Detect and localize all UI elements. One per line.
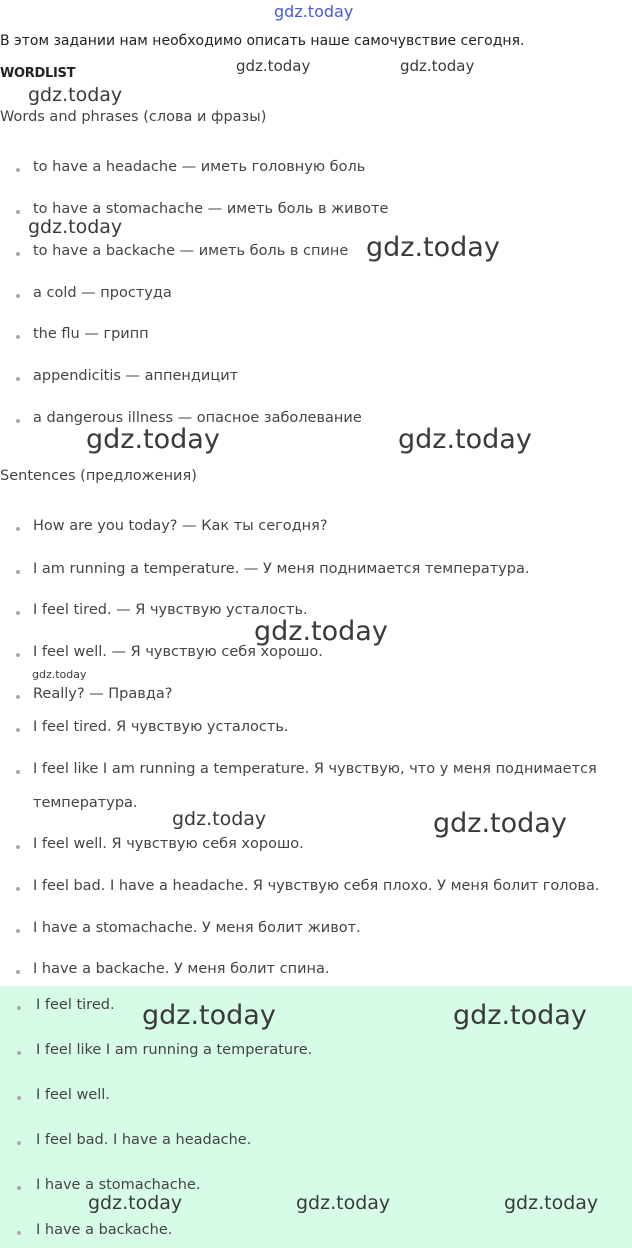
watermark: gdz.today: [296, 1192, 391, 1214]
watermark: gdz.today: [236, 57, 311, 75]
watermark: gdz.today: [142, 1000, 276, 1031]
bullet-icon: [17, 1186, 21, 1190]
bullet-icon: [16, 695, 20, 699]
bullet-icon: [16, 335, 20, 339]
bullet-icon: [16, 294, 20, 298]
bullet-icon: [16, 929, 20, 933]
bullet-icon: [16, 887, 20, 891]
intro-text: В этом задании нам необходимо описать наше самочувствие сегодня.: [0, 33, 525, 49]
watermark: gdz.today: [504, 1192, 599, 1214]
watermark: gdz.today: [433, 808, 567, 839]
bullet-icon: [16, 377, 20, 381]
bullet-icon: [16, 728, 20, 732]
words-heading: Words and phrases (слова и фразы): [0, 109, 267, 125]
bullet-icon: [16, 570, 20, 574]
sentences-heading: Sentences (предложения): [0, 468, 197, 484]
watermark: gdz.today: [254, 616, 388, 647]
watermark: gdz.today: [400, 57, 475, 75]
bullet-icon: [16, 252, 20, 256]
watermark: gdz.today: [86, 424, 220, 455]
bullet-icon: [17, 1051, 21, 1055]
watermark: gdz.today: [28, 216, 123, 238]
highlight-block: I feel tired. I feel like I am running a temperature. I feel well. I feel bad. I have a headache. I have a stomachache. I have a backache.: [0, 986, 632, 1248]
bullet-icon: [16, 527, 20, 531]
watermark: gdz.today: [398, 424, 532, 455]
bullet-icon: [16, 653, 20, 657]
bullet-icon: [16, 168, 20, 172]
bullet-icon: [16, 210, 20, 214]
watermark: gdz.today: [32, 668, 87, 681]
bullet-icon: [17, 1096, 21, 1100]
watermark-top: gdz.today: [274, 2, 354, 21]
watermark: gdz.today: [88, 1192, 183, 1214]
bullet-icon: [16, 419, 20, 423]
bullet-icon: [16, 845, 20, 849]
bullet-icon: [16, 611, 20, 615]
watermark: gdz.today: [172, 808, 267, 830]
watermark: gdz.today: [28, 84, 123, 106]
bullet-icon: [17, 1231, 21, 1235]
watermark: gdz.today: [453, 1000, 587, 1031]
bullet-icon: [17, 1141, 21, 1145]
bullet-icon: [16, 970, 20, 974]
bullet-icon: [17, 1006, 21, 1010]
watermark: gdz.today: [366, 232, 500, 263]
bullet-icon: [16, 770, 20, 774]
wordlist-heading: WORDLIST: [0, 66, 76, 81]
